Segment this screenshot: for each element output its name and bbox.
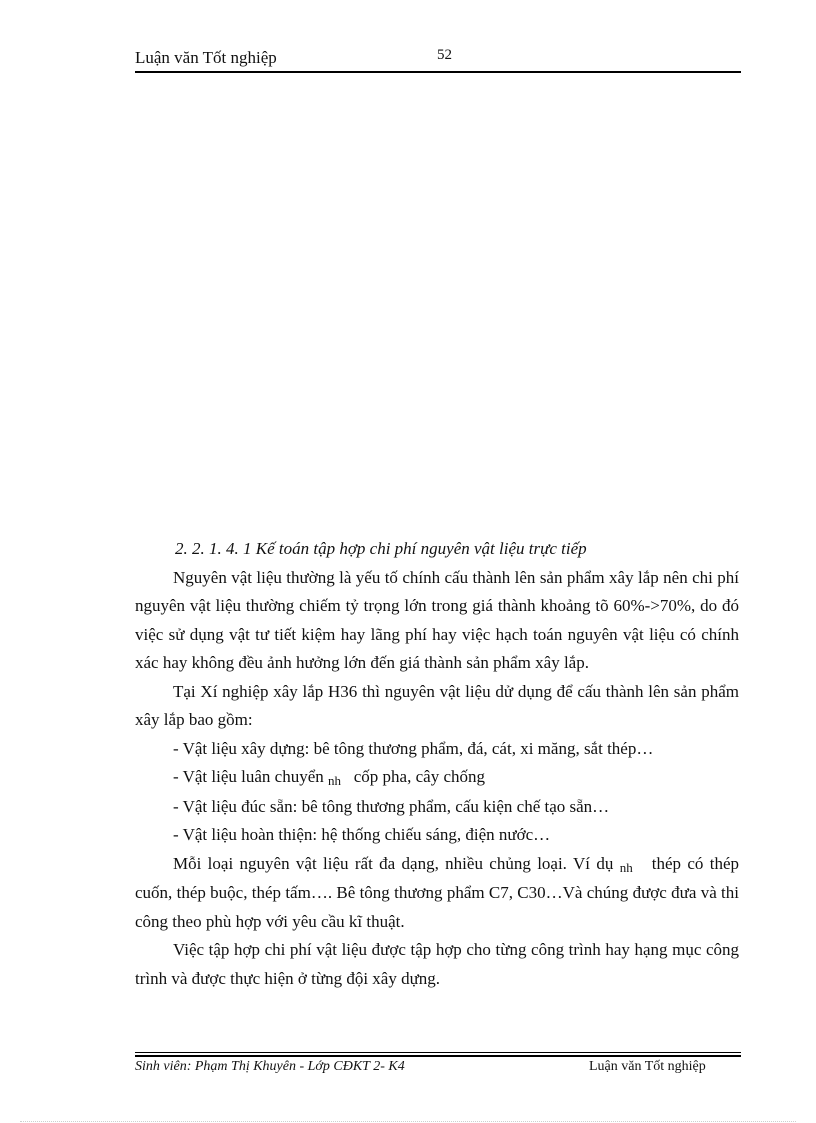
paragraph-3-fragment: nh [619,859,633,875]
paragraph-3 [135,850,739,937]
paragraph-3-tail: thép có thép cuốn, thép buộc, thép tấm…. Bê tông thương phẩm C7, C30…Và chúng được đưa và thi công theo phù hợp với yêu cầu kĩ thuật. [135,853,740,931]
paragraph-4: Việc tập hợp chi phí vật liệu được tập hợp cho từng công trình hay hạng mục công trình và được thực hiện ở từng đội xây dựng. [135,940,739,988]
footer-title: Luận văn Tốt nghiệp [589,1059,706,1074]
header-rule [135,71,741,73]
bullet-item-2 [135,763,739,793]
bullet-item-2-lead: - Vật liệu luân chuyển [173,767,324,786]
footer-student-info: Sinh viên: Phạm Thị Khuyên - Lớp CĐKT 2- K4 [135,1059,405,1074]
page-number: 52 [437,47,452,63]
bullet-item-1: - Vật liệu xây dựng: bê tông thương phẩm, đá, cát, xi măng, sắt thép… [173,738,654,758]
footer-rule-thin [135,1052,741,1053]
page-edge-dotted-line [20,1121,796,1122]
paragraph-1: Nguyên vật liệu thường là yếu tố chính cấu thành lên sản phẩm xây lắp nên chi phí nguyên vật liệu thường chiếm tỷ trọng lớn trong giá thành khoảng tõ 60%->70%, do đó việc sử dụng vật tư tiết kiệm hay lãng phí hay việc hạch toán nguyên vật liệu có chính xác hay không đều ảnh hưởng lớn đến giá thành sản phẩm xây lắp. [135,567,739,672]
paragraph-2: Tại Xí nghiệp xây lắp H36 thì nguyên vật liệu dử dụng để cấu thành lên sản phẩm xây lắp bao gồm: [135,681,739,729]
bullet-item-4: - Vật liệu hoàn thiện: hệ thống chiếu sáng, điện nước… [173,825,551,844]
header-title: Luận văn Tốt nghiệp [135,48,277,67]
document-body [135,535,739,993]
bullet-item-3: - Vật liệu đúc sẵn: bê tông thương phẩm, cấu kiện chế tạo sẵn… [173,796,610,816]
section-heading: 2. 2. 1. 4. 1 Kế toán tập hợp chi phí nguyên vật liệu trực tiếp [175,539,587,558]
bullet-item-2-fragment: nh [328,773,342,788]
bullet-item-2-tail: cốp pha, cây chống [353,767,485,786]
footer-rule-thick [135,1055,741,1057]
paragraph-3-lead: Mỗi loại nguyên vật liệu rất đa dạng, nhiều chủng loại. Ví dụ [173,853,614,873]
